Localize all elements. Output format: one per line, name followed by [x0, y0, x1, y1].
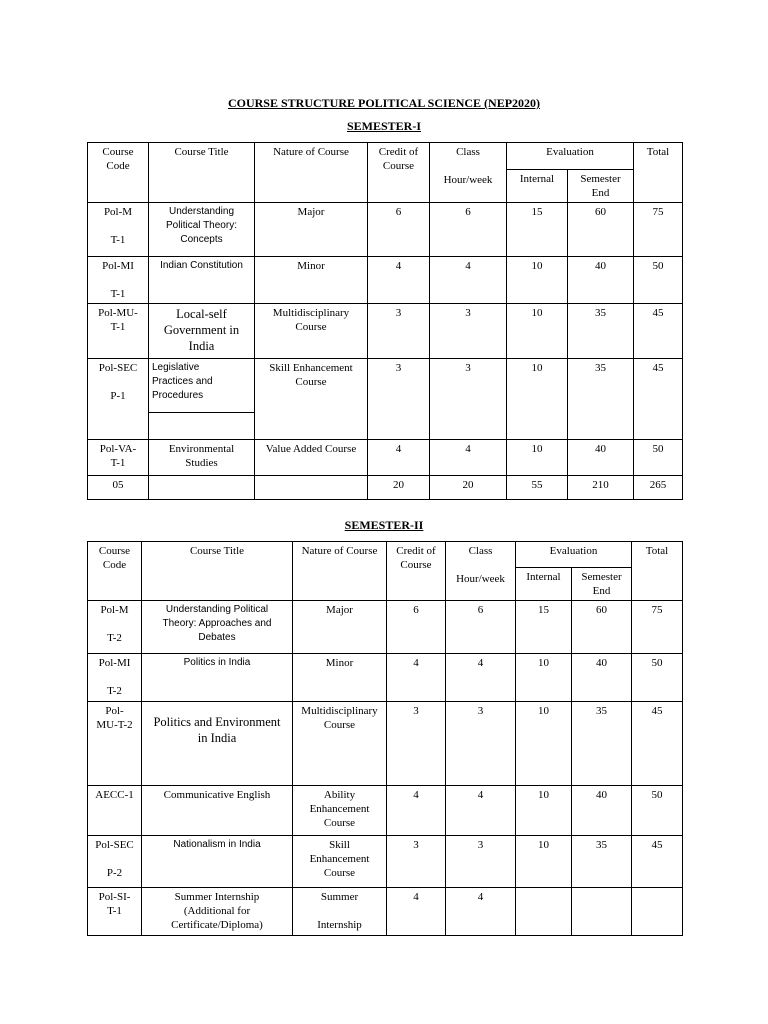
header-total: Total	[634, 143, 683, 203]
course-nature: Multidisciplinary Course	[293, 702, 387, 786]
course-internal: 15	[516, 601, 572, 654]
course-title: Indian Constitution	[149, 257, 255, 304]
course-total: 45	[634, 304, 683, 359]
table-row	[88, 836, 683, 888]
header-semester-end: Semester End	[568, 170, 634, 203]
table-row	[88, 304, 683, 359]
course-title: Politics in India	[142, 654, 293, 702]
course-hours: 4	[446, 654, 516, 702]
table-row	[88, 359, 683, 413]
course-semester-end: 40	[572, 654, 632, 702]
semester-1-heading: SEMESTER-I	[346, 119, 422, 133]
course-internal: 10	[516, 654, 572, 702]
course-semester-end: 35	[568, 359, 634, 440]
table-row	[88, 440, 683, 476]
course-internal	[516, 888, 572, 936]
course-title: Nationalism in India	[142, 836, 293, 888]
course-nature: Ability Enhancement Course	[293, 786, 387, 836]
header-class-hours: Class Hour/week	[430, 143, 507, 203]
header-total: Total	[632, 542, 683, 601]
total-hours: 20	[430, 476, 507, 500]
course-code: Pol-MI T-2	[88, 654, 142, 702]
header-evaluation: Evaluation	[507, 143, 634, 170]
header-credit: Credit of Course	[387, 542, 446, 601]
grand-total: 265	[634, 476, 683, 500]
header-internal: Internal	[516, 568, 572, 601]
header-credit: Credit of Course	[368, 143, 430, 203]
course-total: 50	[634, 257, 683, 304]
course-hours: 6	[430, 203, 507, 257]
course-total: 50	[634, 440, 683, 476]
header-semester-end: Semester End	[572, 568, 632, 601]
total-internal: 55	[507, 476, 568, 500]
header-internal: Internal	[507, 170, 568, 203]
header-course-title: Course Title	[149, 143, 255, 203]
course-semester-end: 60	[568, 203, 634, 257]
course-title: Summer Internship (Additional for Certificate/Diploma)	[142, 888, 293, 936]
course-semester-end	[572, 888, 632, 936]
semester-2-table	[87, 541, 683, 936]
course-hours: 4	[446, 888, 516, 936]
course-total: 75	[632, 601, 683, 654]
course-hours: 3	[446, 836, 516, 888]
course-title: Understanding Political Theory: Approaches and Debates	[142, 601, 293, 654]
course-credit: 4	[387, 786, 446, 836]
document-title: COURSE STRUCTURE POLITICAL SCIENCE (NEP2020)	[227, 96, 541, 110]
course-semester-end: 35	[568, 304, 634, 359]
header-course-code: Course Code	[88, 143, 149, 203]
course-code: Pol-SI- T-1	[88, 888, 142, 936]
course-total: 45	[632, 702, 683, 786]
empty-cell	[149, 413, 255, 440]
table-row	[88, 601, 683, 654]
course-nature: Major	[293, 601, 387, 654]
course-total: 45	[634, 359, 683, 440]
course-semester-end: 35	[572, 836, 632, 888]
total-course-count: 05	[88, 476, 149, 500]
course-credit: 3	[387, 836, 446, 888]
course-code: Pol-MI T-1	[88, 257, 149, 304]
course-semester-end: 35	[572, 702, 632, 786]
course-total: 50	[632, 786, 683, 836]
table-row	[88, 203, 683, 257]
course-title: Politics and Environment in India	[142, 702, 293, 786]
course-internal: 10	[507, 359, 568, 440]
course-total: 50	[632, 654, 683, 702]
totals-row	[88, 476, 683, 500]
course-internal: 10	[516, 786, 572, 836]
header-evaluation: Evaluation	[516, 542, 632, 568]
course-nature: Minor	[255, 257, 368, 304]
course-hours: 3	[430, 359, 507, 440]
header-course-title: Course Title	[142, 542, 293, 601]
course-nature: Value Added Course	[255, 440, 368, 476]
course-total	[632, 888, 683, 936]
course-semester-end: 40	[568, 257, 634, 304]
header-nature: Nature of Course	[293, 542, 387, 601]
semester-1-table	[87, 142, 683, 500]
header-class-hours: Class Hour/week	[446, 542, 516, 601]
course-credit: 6	[387, 601, 446, 654]
course-internal: 10	[507, 440, 568, 476]
header-course-code: Course Code	[88, 542, 142, 601]
course-hours: 3	[446, 702, 516, 786]
table-row	[88, 654, 683, 702]
course-nature: Summer Internship	[293, 888, 387, 936]
course-nature: Skill Enhancement Course	[293, 836, 387, 888]
course-code: Pol-SEC P-2	[88, 836, 142, 888]
course-code: Pol-VA- T-1	[88, 440, 149, 476]
table-row	[88, 786, 683, 836]
course-nature: Skill Enhancement Course	[255, 359, 368, 440]
course-semester-end: 60	[572, 601, 632, 654]
course-code: Pol-MU- T-1	[88, 304, 149, 359]
course-internal: 10	[507, 304, 568, 359]
total-semester-end: 210	[568, 476, 634, 500]
course-credit: 4	[387, 654, 446, 702]
course-semester-end: 40	[572, 786, 632, 836]
course-credit: 4	[387, 888, 446, 936]
header-nature: Nature of Course	[255, 143, 368, 203]
table-row	[88, 888, 683, 936]
course-title: Local-self Government in India	[149, 304, 255, 359]
course-title: Environmental Studies	[149, 440, 255, 476]
course-code: Pol-SEC P-1	[88, 359, 149, 440]
course-nature: Minor	[293, 654, 387, 702]
course-title: Understanding Political Theory: Concepts	[149, 203, 255, 257]
table-row	[88, 702, 683, 786]
course-code: Pol-M T-2	[88, 601, 142, 654]
course-internal: 10	[507, 257, 568, 304]
course-hours: 3	[430, 304, 507, 359]
course-total: 75	[634, 203, 683, 257]
course-semester-end: 40	[568, 440, 634, 476]
course-hours: 6	[446, 601, 516, 654]
course-credit: 4	[368, 440, 430, 476]
empty-cell	[149, 476, 255, 500]
course-code: AECC-1	[88, 786, 142, 836]
course-credit: 3	[368, 304, 430, 359]
course-internal: 15	[507, 203, 568, 257]
course-nature: Multidisciplinary Course	[255, 304, 368, 359]
course-internal: 10	[516, 702, 572, 786]
course-title: Communicative English	[142, 786, 293, 836]
course-credit: 3	[368, 359, 430, 440]
semester-2-heading: SEMESTER-II	[344, 518, 424, 532]
course-title: Legislative Practices and Procedures	[149, 359, 255, 413]
course-hours: 4	[430, 257, 507, 304]
course-code: Pol-M T-1	[88, 203, 149, 257]
course-nature: Major	[255, 203, 368, 257]
table-row	[88, 257, 683, 304]
course-total: 45	[632, 836, 683, 888]
course-hours: 4	[446, 786, 516, 836]
course-code: Pol- MU-T-2	[88, 702, 142, 786]
total-credit: 20	[368, 476, 430, 500]
course-credit: 6	[368, 203, 430, 257]
course-hours: 4	[430, 440, 507, 476]
empty-cell	[255, 476, 368, 500]
course-credit: 4	[368, 257, 430, 304]
course-internal: 10	[516, 836, 572, 888]
course-credit: 3	[387, 702, 446, 786]
